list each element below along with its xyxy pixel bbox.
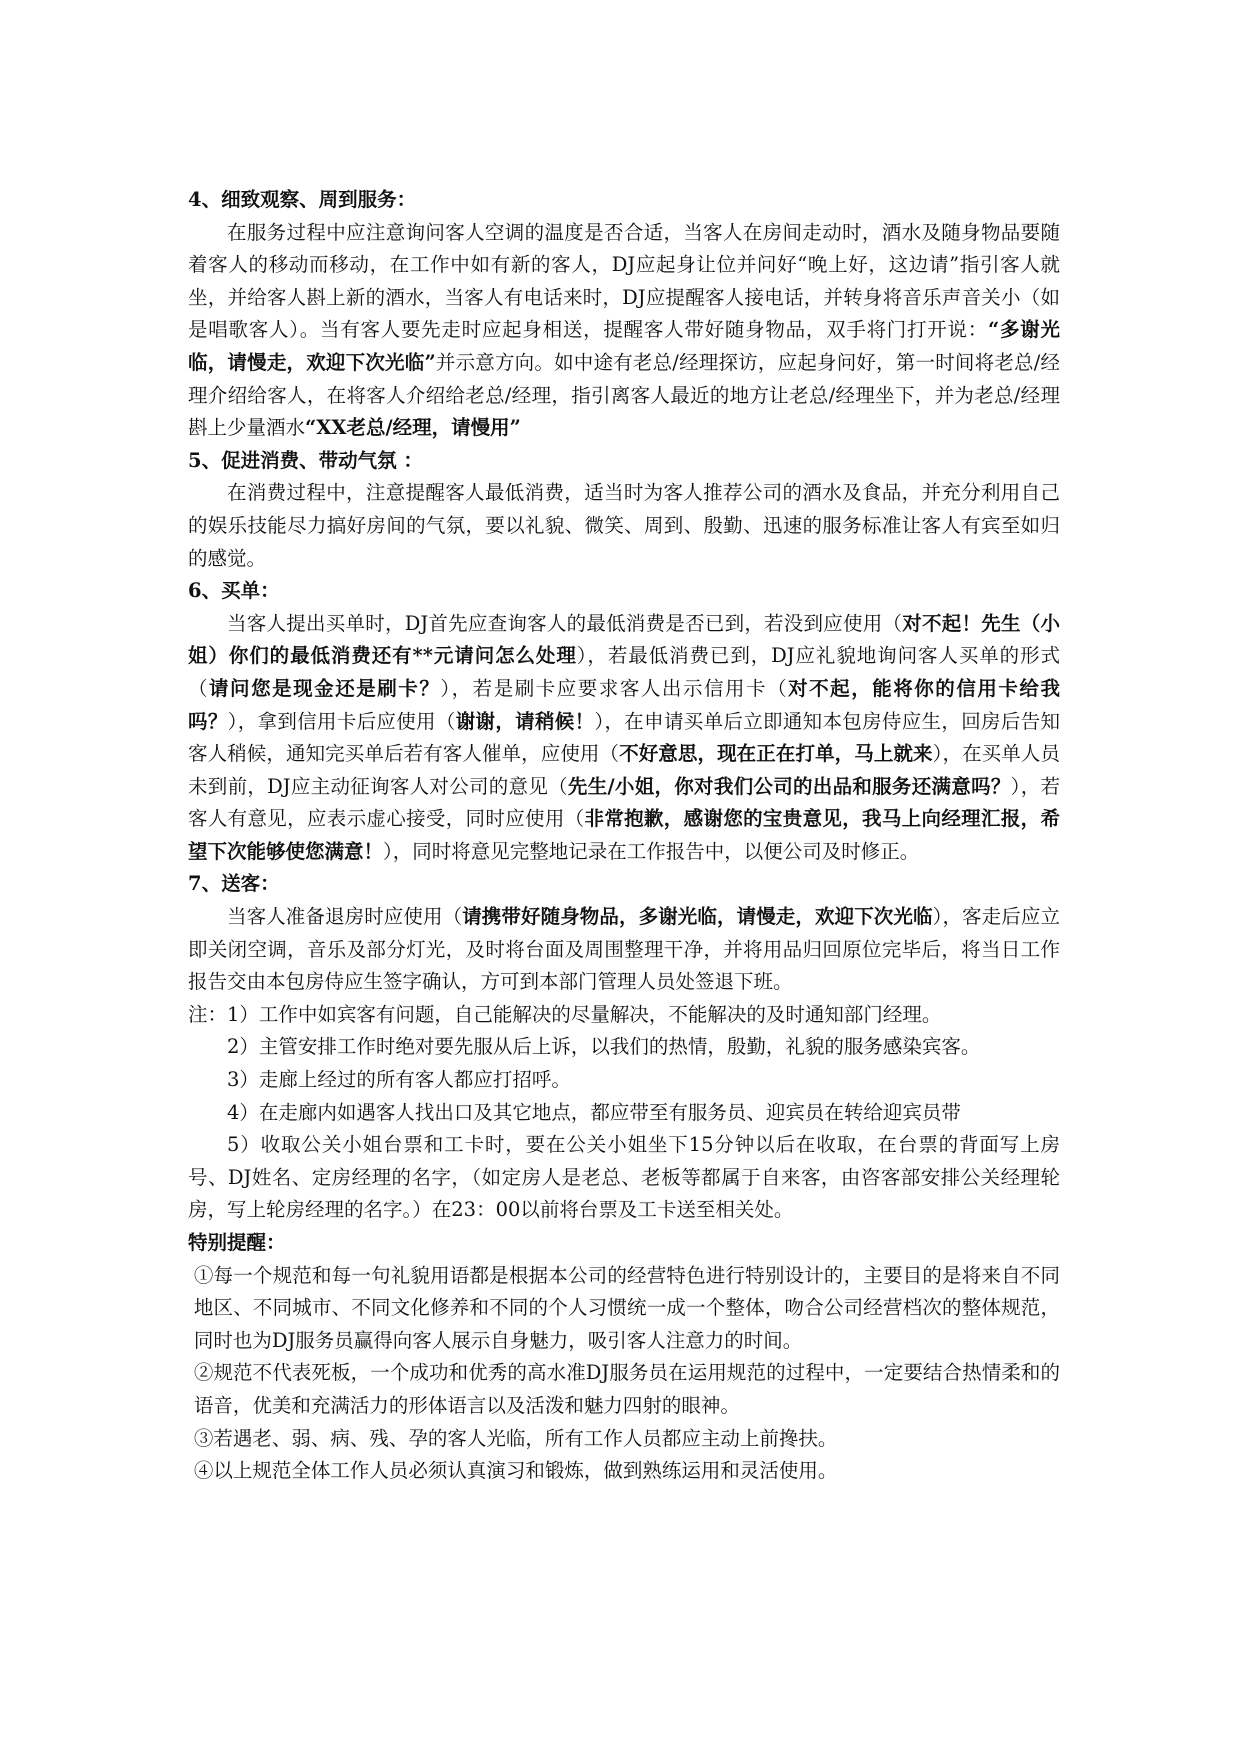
section-6-paragraph	[188, 608, 1060, 869]
note-2: 2）主管安排工作时绝对要先服从后上诉，以我们的热情，殷勤，礼貌的服务感染宾客。	[227, 1035, 981, 1059]
section-4-quote-farewell: “多谢光临，请慢走，欢迎下次光临”	[188, 318, 1060, 374]
section-6-text-7: ），若客人有意见，应表示虚心接受，同时应使用（	[188, 774, 1060, 831]
section-6-phrase-1: 对不起！先生（小姐）你们的最低消费还有**元请问怎么处理	[188, 611, 1060, 668]
note-4: 4）在走廊内如遇客人找出口及其它地点，都应带至有服务员、迎宾员在转给迎宾员带	[227, 1100, 961, 1124]
section-7-text-2: ），客走后应立即关闭空调，音乐及部分灯光，及时将台面及周围整理干净，并将用品归回原位完毕后，将当日工作报告交由本包房侍应生签字确认，方可到本部门管理人员处签退下班。	[188, 905, 1060, 994]
tip-2: ②规范不代表死板，一个成功和优秀的高水准DJ服务员在运用规范的过程中，一定要结合热情柔和的语音，优美和充满活力的形体语言以及活泼和魅力四射的眼神。	[193, 1361, 1060, 1417]
section-5-paragraph: 在消费过程中，注意提醒客人最低消费，适当时为客人推荐公司的酒水及食品，并充分利用自己的娱乐技能尽力搞好房间的气氛，要以礼貌、微笑、周到、殷勤、迅速的服务标准让客人有宾至如归的感觉。	[188, 481, 1060, 570]
section-7-heading: 7、送客：	[188, 872, 280, 896]
tip-3: ③若遇老、弱、病、残、孕的客人光临，所有工作人员都应主动上前搀扶。	[193, 1426, 838, 1450]
tip-1: ①每一个规范和每一句礼貌用语都是根据本公司的经营特色进行特别设计的，主要目的是将来自不同地区、不同城市、不同文化修养和不同的个人习惯统一成一个整体，吻合公司经营档次的整体规范，同时也为DJ服务员赢得向客人展示自身魅力，吸引客人注意力的时间。	[193, 1263, 1060, 1352]
note-5: 5）收取公关小姐台票和工卡时，要在公关小姐坐下15分钟以后在收取，在台票的背面写上房号、DJ姓名、定房经理的名字，（如定房人是老总、老板等都属于自来客，由咨客部安排公关经理轮房，写上轮房经理的名字。）在23：00以前将台票及工卡送至相关处。	[188, 1133, 1060, 1222]
section-6-phrase-3: 对不起，能将你的信用卡给我吗？	[188, 676, 1060, 733]
tip-4: ④以上规范全体工作人员必须认真演习和锻炼，做到熟练运用和灵活使用。	[193, 1459, 838, 1483]
section-7-text-1: 当客人准备退房时应使用（	[227, 905, 463, 929]
section-6-text-5: ），在申请买单后立即通知本包房侍应生，回房后告知客人稍候，通知完买单后若有客人催单，应使用（	[188, 709, 1060, 766]
section-6-text-4: ），拿到信用卡后应使用（	[227, 709, 456, 733]
document-page	[188, 184, 1060, 1488]
section-4-text-a: 在服务过程中应注意询问客人空调的温度是否合适，当客人在房间走动时，酒水及随身物品要随着客人的移动而移动，在工作中如有新的客人，DJ应起身让位并问好“晚上好，这边请”指引客人就坐，并给客人斟上新的酒水，当客人有电话来时，DJ应提醒客人接电话，并转身将音乐声音关小（如是唱歌客人）。当有客人要先走时应起身相送，提醒客人带好随身物品，双手将门打开说：	[188, 220, 1060, 342]
section-6-text-1: 当客人提出买单时，DJ首先应查询客人的最低消费是否已到，若没到应使用（	[227, 611, 903, 635]
section-6-text-2: ），若最低消费已到，DJ应礼貌地询问客人买单的形式（	[188, 644, 1060, 700]
note-1: 注：1）工作中如宾客有问题，自己能解决的尽量解决，不能解决的及时通知部门经理。	[188, 1002, 942, 1026]
section-7-paragraph	[188, 901, 1060, 999]
section-6-phrase-7: 非常抱歉，感谢您的宝贵意见，我马上向经理汇报，希望下次能够使您满意！	[188, 807, 1060, 863]
section-5-heading: 5、促进消费、带动气氛 ：	[188, 448, 423, 472]
section-4-text-c: 并示意方向。如中途有老总/经理探访，应起身问好，第一时间将老总/经理介绍给客人，在将客人介绍给老总/经理，指引离客人最近的地方让老总/经理坐下，并为老总/经理斟上少量酒水	[188, 350, 1060, 440]
section-4-quote-manager: “XX老总/经理，请慢用”	[305, 416, 521, 440]
section-4-heading: 4、细致观察、周到服务：	[188, 188, 417, 211]
note-3: 3）走廊上经过的所有客人都应打招呼。	[227, 1068, 571, 1092]
section-6-text-3: ），若是刷卡应要求客人出示信用卡（	[440, 676, 789, 700]
section-6-heading: 6、买单：	[188, 579, 280, 603]
section-6-text-6: ），在买单人员未到前，DJ应主动征询客人对公司的意见（	[188, 742, 1060, 798]
tips-heading: 特别提醒：	[188, 1231, 286, 1254]
section-6-phrase-4: 谢谢，请稍候！	[455, 709, 595, 733]
section-6-text-8: ），同时将意见完整地记录在工作报告中，以便公司及时修正。	[383, 839, 920, 863]
section-6-phrase-5: 不好意思，现在正在打单，马上就来	[619, 742, 933, 766]
section-6-phrase-6: 先生/小姐，你对我们公司的出品和服务还满意吗？	[567, 774, 1011, 798]
section-6-phrase-2: 请问您是现金还是刷卡？	[209, 676, 441, 700]
section-4-paragraph	[188, 217, 1060, 445]
section-7-phrase-1: 请携带好随身物品，多谢光临，请慢走，欢迎下次光临	[462, 905, 933, 929]
